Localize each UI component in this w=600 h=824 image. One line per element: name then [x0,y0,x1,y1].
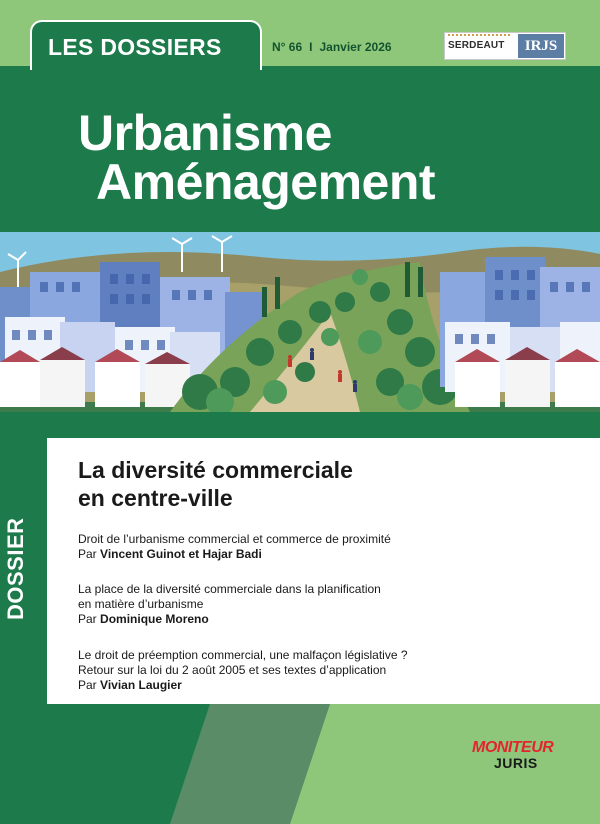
publisher-logo-line1: MONITEUR [472,739,554,756]
article-entry-2 [78,582,578,627]
article-title: en matière d’urbanisme [78,597,204,611]
byline-prefix: Par [78,612,97,626]
publisher-logo-line2: JURIS [494,755,538,771]
article-entry-1 [78,532,578,562]
issue-date: Janvier 2026 [319,40,392,54]
issue-separator: I [309,40,313,54]
article-authors: Vivian Laugier [100,678,182,692]
article-entry-3 [78,648,578,693]
publisher-logo [472,740,568,771]
article-authors: Vincent Guinot et Hajar Badi [100,547,262,561]
cityscape-illustration [0,232,600,412]
article-authors: Dominique Moreno [100,612,209,626]
series-label: LES DOSSIERS [48,34,222,60]
article-byline [78,547,578,562]
byline-prefix: Par [78,678,97,692]
article-byline [78,678,578,693]
issue-number: N° 66 [272,40,303,54]
headline-line1: La diversité commerciale [78,457,353,483]
article-title: La place de la diversité commerciale dans la planification [78,582,381,596]
byline-prefix: Par [78,547,97,561]
magazine-title-line1: Urbanisme [78,105,332,161]
article-byline [78,612,578,627]
issue-info [272,40,392,54]
irjs-logo: IRJS [518,34,564,58]
article-title: Le droit de préemption commercial, une malfaçon législative ? [78,648,408,662]
dossier-headline [78,456,578,512]
article-title: Droit de l’urbanisme commercial et commerce de proximité [78,532,391,546]
article-title: Retour sur la loi du 2 août 2005 et ses textes d’application [78,663,387,677]
serdeaut-logo: SERDEAUT [448,40,505,51]
headline-line2: en centre-ville [78,485,233,511]
magazine-title-line2: Aménagement [96,154,436,210]
section-label-vertical: DOSSIER [3,517,28,620]
serdeaut-logo-ornament [448,34,510,39]
